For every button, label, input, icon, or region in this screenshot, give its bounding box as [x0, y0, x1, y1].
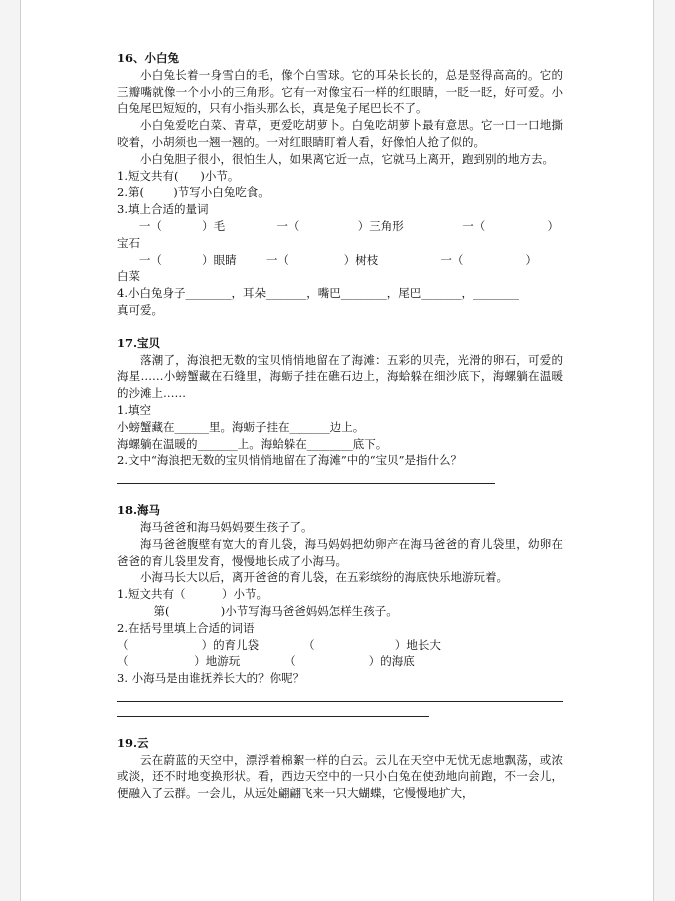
answer-line[interactable]	[117, 471, 495, 484]
question-line: 宝石	[117, 235, 140, 250]
question-line: 2.在括号里填上合适的词语	[117, 620, 255, 635]
question-line: 一（ ）毛 一（ ）三角形 一（ ）	[117, 218, 559, 233]
section-title: 16、小白兔	[117, 51, 180, 65]
section-19	[117, 735, 563, 802]
question-line: （ ）的育儿袋 （ ）地长大	[117, 637, 441, 652]
paragraph: 小白兔爱吃白菜、青草，更爱吃胡萝卜。白兔吃胡萝卜最有意思。它一口一口地撕咬着，小胡须也一翘一翘的。一对红眼睛盯着人看，好像怕人抢了似的。	[117, 118, 563, 149]
question-line: 第( )小节写海马爸爸妈妈怎样生孩子。	[117, 603, 398, 618]
section-title: 18.海马	[117, 503, 161, 518]
question-line: 3. 小海马是由谁抚养长大的？你呢？	[117, 671, 305, 686]
paragraph: 海马爸爸腹壁有宽大的育儿袋，海马妈妈把幼卵产在海马爸爸的育儿袋里，幼卵在爸爸的育儿袋里发育，慢慢地长成了小海马。	[117, 536, 563, 568]
answer-line[interactable]	[117, 689, 563, 702]
question-line: 1.填空	[117, 402, 151, 417]
question-line: 2.文中“海浪把无数的宝贝悄悄地留在了海滩”中的“宝贝”是指什么？	[117, 453, 462, 468]
paragraph: 小海马长大以后，离开爸爸的育儿袋，在五彩缤纷的海底快乐地游玩着。	[140, 570, 508, 585]
question-line: 2.第( )节写小白兔吃食。	[117, 185, 270, 200]
question-line: 小螃蟹藏在______里。海蛎子挂在_______边上。	[117, 419, 365, 434]
question-line: 4.小白兔身子________，耳朵_______，嘴巴________，尾巴_______，________	[117, 286, 519, 301]
section-16	[117, 50, 563, 319]
section-18	[117, 502, 563, 717]
paragraph: 小白兔胆子很小，很怕生人，如果离它近一点，它就马上离开，跑到别的地方去。	[140, 151, 554, 166]
question-line: 真可爱。	[117, 302, 163, 317]
paragraph: 小白兔长着一身雪白的毛，像个白雪球。它的耳朵长长的，总是竖得高高的。它的三瓣嘴就像一个小小的三角形。它有一对像宝石一样的红眼睛，一眨一眨，好可爱。小白兔尾巴短短的，只有小指头那么长，真是兔子尾巴长不了。	[117, 67, 563, 116]
question-line: 海螺躺在温暖的_______上。海蛤躲在________底下。	[117, 436, 388, 451]
paragraph: 海马爸爸和海马妈妈要生孩子了。	[140, 519, 313, 534]
question-line: 1.短文共有( )小节。	[117, 168, 240, 183]
paragraph: 云在蔚蓝的天空中，漂浮着棉絮一样的白云。云儿在天空中无忧无虑地飘荡，或浓或淡，还不时地变换形状。看，西边天空中的一只小白兔在使劲地向前跑，不一会儿，便融入了云群。一会儿，从远处翩翩飞来一只大蝴蝶，它慢慢地扩大，	[117, 752, 563, 801]
question-line: 白菜	[117, 269, 140, 284]
question-line: 3.填上合适的量词	[117, 202, 209, 217]
question-line: 一（ ）眼睛 一（ ）树枝 一（ ）	[117, 252, 538, 267]
document-page	[20, 0, 654, 901]
section-title: 19.云	[117, 735, 149, 750]
document-content	[117, 50, 563, 802]
paragraph: 落潮了，海浪把无数的宝贝悄悄地留在了海滩：五彩的贝壳，光滑的卵石，可爱的海星……小螃蟹藏在石缝里，海蛎子挂在礁石边上，海蛤躲在细沙底下，海螺躺在温暖的沙滩上……	[117, 352, 563, 401]
question-line: 1.短文共有（ ）小节。	[117, 587, 269, 602]
question-line: （ ）地游玩 （ ）的海底	[117, 654, 415, 669]
answer-line[interactable]	[117, 704, 429, 717]
section-title: 17.宝贝	[117, 335, 161, 350]
section-17	[117, 335, 563, 484]
